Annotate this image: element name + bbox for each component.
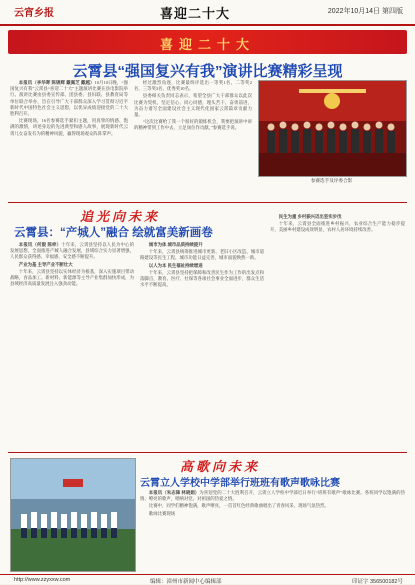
section-banner: [8, 30, 407, 54]
choir-photo-illustration: [11, 459, 135, 571]
article1-photo-caption: 参赛选手及评委合影: [310, 178, 353, 183]
article2-column-3: [270, 214, 405, 447]
article1-text2: 比赛现场，16名参赛选手紧扣主题，用真挚的情感、饱满的激情，讲述身边的先进典型和感人故事，展现新时代云霄儿女奋发有为的精神风貌，赢得现场观众阵阵掌声。: [10, 118, 128, 136]
article2-text2: 十年来，云霄县坚持以实体经济为根基，深入实施项目带动战略，食品加工、新材料、新能源等主导产业集群加快形成，为县域经济高质量发展注入强劲动能。: [10, 268, 134, 287]
article1-photo: [258, 80, 407, 177]
issue-date: 2022年10月14日 第四版: [327, 8, 403, 15]
article3-kicker: 高歌向未来: [180, 460, 261, 475]
article2-text5: 十年来，云霄县全面推进乡村振兴，农业综合生产能力稳步提升，美丽乡村建设成效明显，农村人居环境持续改善。: [270, 221, 405, 233]
article2-sub4: 民生为重 乡村振兴迈出坚实步伐: [278, 214, 342, 219]
article1-text1: 10月10日晚，“强国复兴有我”云霄县“喜迎二十大”主题演讲比赛在县电影院举行。演讲比赛由县委宣传部、团县委、县妇联、县教育局等单位联合举办，旨在引导广大干部群众深入学习贯彻习近平新时代中国特色社会主义思想，以优异成绩迎接党的二十大胜利召开。: [10, 80, 128, 117]
article1-text5: “这次比赛给了我一个很好的锻炼机会，我要把演讲中讲的精神带到工作中去，立足岗位作贡献。”参赛选手说。: [134, 119, 252, 131]
article3-photo-caption: 歌咏比赛现场: [148, 510, 176, 516]
article3-photo: [10, 458, 136, 572]
article2-text4: 十年来，云霄县坚持把保障和改善民生作为工作的出发点和落脚点，教育、医疗、社保等各项社会事业全面进步，群众生活水平不断提高。: [140, 269, 264, 288]
article2-column-1: [10, 242, 134, 447]
article1-column-3: [258, 186, 405, 198]
section-title: 喜迎二十大: [160, 7, 231, 22]
footer-phone: 印证字 356500182号: [351, 579, 403, 585]
article1-column-2: [134, 80, 252, 198]
article2-byline: 本报讯（何毅 陈梓）: [18, 242, 62, 247]
footer-url: http://www.zzyxxw.com: [14, 577, 71, 583]
article3-text2: 比赛中，同学们精神饱满，歌声嘹亮，一首首红色经典歌曲唱出了青春风采，现场气氛热烈。: [148, 503, 329, 509]
section-divider-2: [8, 452, 407, 453]
paper-name: 云宵乡报: [14, 8, 54, 19]
banner-title: 喜迎二十大: [159, 38, 255, 53]
article3-headline: 云霄立人学校中学部举行班班有歌声歌咏比赛: [140, 478, 340, 489]
article3-byline: 本报讯（朱志锋 林晓娟）: [148, 490, 200, 495]
footer-editor: 编辑：漳州市新闻中心编辑部: [150, 579, 222, 585]
article1-column-1: [10, 80, 128, 198]
article2-text1: 十年来，云霄县坚持以人民为中心的发展思想，全面推进产城人融合发展，县域综合实力显著增强，人民群众获得感、幸福感、安全感不断提升。: [10, 242, 134, 260]
article2-sub1: 产业为基 主导产业不断壮大: [18, 261, 73, 267]
article1-text3: 经过激烈角逐，比赛最终评选出一等奖1名、二等奖2名、三等奖3名、优秀奖10名。: [134, 80, 252, 92]
footer: [0, 574, 415, 585]
article2-sub2: 城市为体 城市品质持续提升: [148, 242, 203, 247]
article2-headline: 云霄县：“产城人”融合 绘就富美新画卷: [14, 227, 213, 239]
article2-column-2: [140, 242, 264, 447]
article1-byline: 本报讯（李华晖 陈锦辉 戴佩芝 戴越）: [18, 80, 95, 85]
section-divider: [8, 202, 407, 203]
article2-kicker: 追光向未来: [80, 210, 161, 225]
article3-body: [140, 490, 405, 570]
article3-text1: 为喜迎党的二十大胜利召开，云霄立人学校中学部近日举行“班班有歌声”歌咏比赛。各班同学以饱满的热情、嘹亮的歌声，唱响对党、对祖国的热爱之情。: [140, 490, 405, 502]
article1-headline: 云霄县“强国复兴有我”演讲比赛精彩呈现: [72, 63, 343, 80]
article2-text3: 十年来，云霄县统筹推进城市更新、老旧小区改造、城市道路建设等民生工程，城市功能日益完善，城市面貌焕然一新。: [140, 249, 264, 261]
masthead: [0, 0, 415, 26]
group-photo-illustration: [259, 81, 406, 176]
article2-sub3: 以人为本 民生福祉持续增进: [148, 262, 203, 268]
article1-text4: 县委相关负责同志表示，希望全县广大干部群众以此次比赛为契机，坚定信心、同心同德，埋头苦干、奋勇前进，为奋力谱写全面建设社会主义现代化国家云霄篇章贡献力量。: [134, 93, 252, 118]
